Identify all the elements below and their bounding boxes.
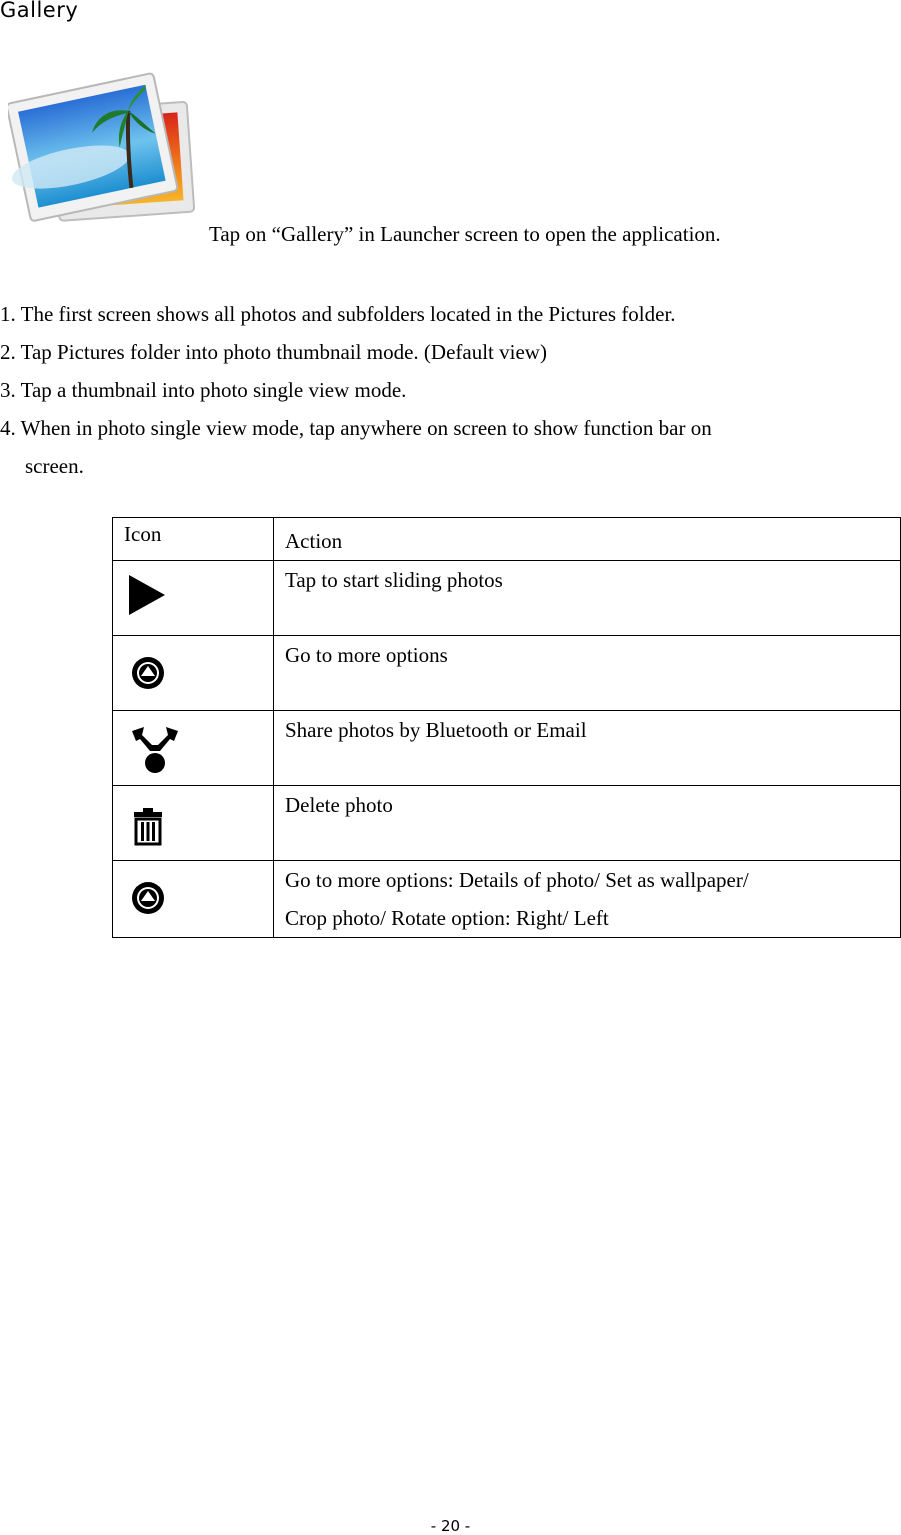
trash-icon xyxy=(133,808,163,846)
list-item: 2. Tap Pictures folder into photo thumbnail mode. (Default view) xyxy=(0,340,547,364)
table-header-row xyxy=(113,518,901,561)
table-row xyxy=(113,561,901,636)
table-row xyxy=(113,711,901,786)
header-icon: Icon xyxy=(113,518,274,561)
action-cell-line: Go to more options: Details of photo/ Set as wallpaper/ xyxy=(285,868,749,892)
table-row xyxy=(113,861,901,938)
more-options-icon xyxy=(127,656,171,700)
table-row xyxy=(113,636,901,711)
section-title: Gallery xyxy=(0,0,79,22)
instruction-list xyxy=(0,295,712,485)
more-options-icon xyxy=(127,881,171,925)
gallery-app-icon xyxy=(8,56,208,231)
page-number: - 20 - xyxy=(430,1517,471,1535)
icon-action-table xyxy=(112,517,901,938)
list-item: 4. When in photo single view mode, tap anywhere on screen to show function bar on xyxy=(0,416,712,440)
play-icon xyxy=(127,573,167,617)
list-item-continuation: screen. xyxy=(25,454,84,478)
share-icon xyxy=(130,727,180,777)
list-item: 3. Tap a thumbnail into photo single view mode. xyxy=(0,378,407,402)
action-cell: Tap to start sliding photos xyxy=(274,561,901,636)
table-row xyxy=(113,786,901,861)
action-cell-line: Crop photo/ Rotate option: Right/ Left xyxy=(285,906,609,930)
action-cell: Share photos by Bluetooth or Email xyxy=(274,711,901,786)
action-cell: Go to more options xyxy=(274,636,901,711)
list-item: 1. The first screen shows all photos and subfolders located in the Pictures folder. xyxy=(0,302,676,326)
intro-text: Tap on “Gallery” in Launcher screen to open the application. xyxy=(209,222,721,246)
action-cell: Delete photo xyxy=(274,786,901,861)
header-action: Action xyxy=(274,518,901,561)
